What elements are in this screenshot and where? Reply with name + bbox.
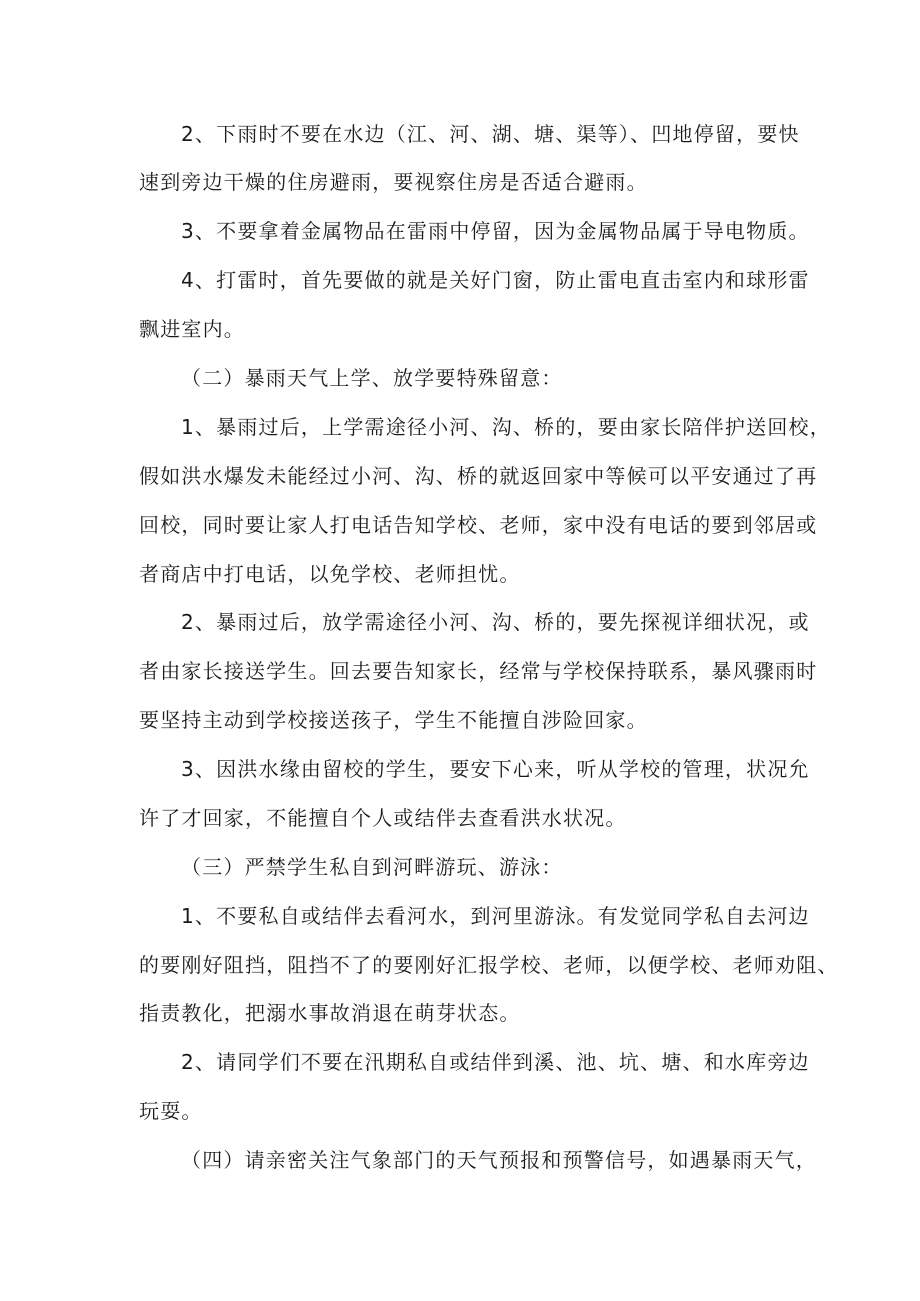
text-line: 回校，同时要让家人打电话告知学校、老师，家中没有电话的要到邻居或 <box>139 513 818 537</box>
text-line: 2、下雨时不要在水边（江、河、湖、塘、渠等）、凹地停留，要快 <box>181 122 800 146</box>
text-line: 者由家长接送学生。回去要告知家长，经常与学校保持联系，暴风骤雨时 <box>139 659 818 683</box>
text-line: 4、打雷时，首先要做的就是关好门窗，防止雷电直击室内和球形雷 <box>181 268 810 292</box>
text-line: 1、暴雨过后，上学需途径小河、沟、桥的，要由家长陪伴护送回校， <box>181 415 831 439</box>
text-line: 要坚持主动到学校接送孩子，学生不能擅自涉险回家。 <box>139 708 648 732</box>
text-line: 3、因洪水缘由留校的学生，要安下心来，听从学校的管理，状况允 <box>181 757 810 781</box>
text-line: 许了才回家，不能擅自个人或结伴去查看洪水状况。 <box>139 806 627 830</box>
text-line: 玩耍。 <box>139 1099 203 1123</box>
text-line: 速到旁边干燥的住房避雨，要视察住房是否适合避雨。 <box>139 170 648 194</box>
text-line: 者商店中打电话，以免学校、老师担忧。 <box>139 562 521 586</box>
text-line: 3、不要拿着金属物品在雷雨中停留，因为金属物品属于导电物质。 <box>181 219 810 243</box>
section-heading: （三）严禁学生私自到河畔游玩、游泳： <box>181 855 563 879</box>
text-line: 的要刚好阻挡，阻挡不了的要刚好汇报学校、老师，以便学校、老师劝阻、 <box>139 953 839 977</box>
text-line: 2、暴雨过后，放学需途径小河、沟、桥的，要先探视详细状况，或 <box>181 610 810 634</box>
section-heading: （四）请亲密关注气象部门的天气预报和预警信号，如遇暴雨天气， <box>181 1148 817 1172</box>
text-line: 2、请同学们不要在汛期私自或结伴到溪、池、坑、塘、和水库旁边 <box>181 1050 810 1074</box>
section-heading: （二）暴雨天气上学、放学要特殊留意： <box>181 366 563 390</box>
text-line: 飘进室内。 <box>139 317 245 341</box>
text-line: 假如洪水爆发未能经过小河、沟、桥的就返回家中等候可以平安通过了再 <box>139 464 818 488</box>
text-line: 1、不要私自或结伴去看河水，到河里游泳。有发觉同学私自去河边 <box>181 904 810 928</box>
text-line: 指责教化，把溺水事故消退在萌芽状态。 <box>139 1001 521 1025</box>
